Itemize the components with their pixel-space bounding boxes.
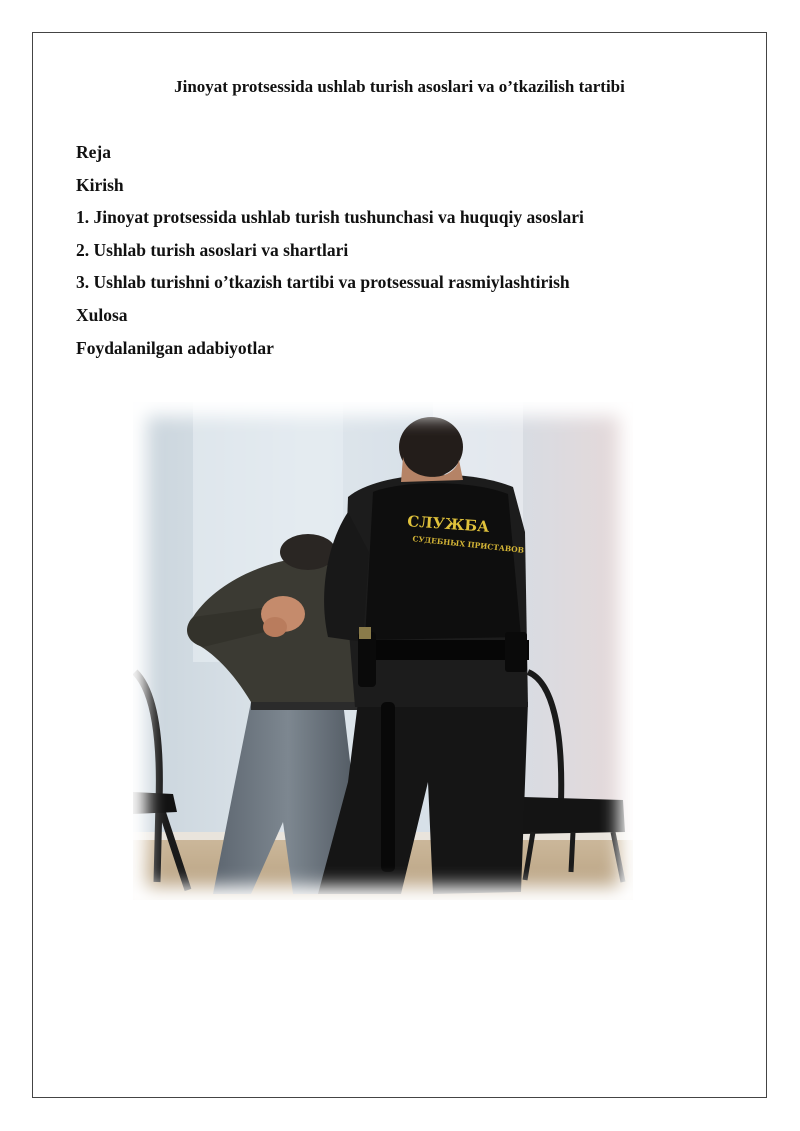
document-title: Jinoyat protsessida ushlab turish asoslari va o’tkazilish tartibi [174,77,625,96]
vest-text-line1: СЛУЖБА [406,512,490,536]
outline-item-section-1: 1. Jinoyat protsessida ushlab turish tushunchasi va huquqiy asoslari [76,207,584,228]
outline-item-intro: Kirish [76,174,124,195]
arrest-photo [133,402,633,900]
outline-item-conclusion: Xulosa [76,304,128,325]
vest-text-line2: СУДЕБНЫХ ПРИСТАВОВ [412,534,525,555]
outline-item-plan: Reja [76,142,111,162]
outline-list [76,140,584,368]
outline-item-references: Foydalanilgan adabiyotlar [76,337,274,358]
outline-item-section-2: 2. Ushlab turish asoslari va shartlari [76,239,349,260]
outline-item-section-3: 3. Ushlab turishni o’tkazish tartibi va protsessual rasmiylashtirish [76,272,570,293]
